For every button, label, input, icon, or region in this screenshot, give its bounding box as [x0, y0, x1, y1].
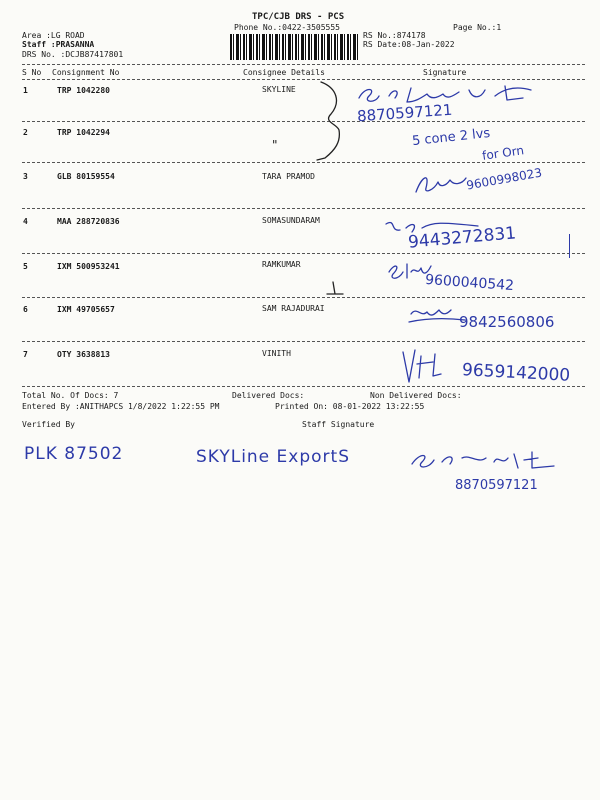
pen-stroke: [569, 234, 570, 258]
row-consignee: VINITH: [262, 349, 291, 358]
row-sno: 5: [23, 262, 28, 271]
row7-phone-handwritten: 9659142000: [461, 360, 571, 386]
row-sno: 3: [23, 172, 28, 181]
bracket-mark: [313, 80, 353, 165]
row-consignment: OTY 3638813: [57, 350, 110, 359]
row-consignee: SKYLINE: [262, 85, 296, 94]
row-sno: 2: [23, 128, 28, 137]
col-consignee: Consignee Details: [243, 68, 325, 77]
row-sno: 7: [23, 350, 28, 359]
row3-phone-handwritten: 9600998023: [465, 165, 543, 193]
divider: [22, 297, 585, 298]
row1-phone-handwritten: 8870597121: [356, 100, 453, 126]
row-consignment: GLB 80159554: [57, 172, 115, 181]
divider: [22, 386, 585, 387]
page-number: Page No.:1: [453, 23, 502, 32]
col-consignment: Consignment No: [52, 68, 120, 77]
phone-number: Phone No.:0422-3505555: [234, 23, 340, 32]
divider: [22, 79, 585, 80]
total-docs: Total No. Of Docs: 7: [22, 391, 119, 400]
barcode: [230, 34, 358, 60]
staff-signature: [408, 448, 558, 474]
row-consignee: RAMKUMAR: [262, 260, 301, 269]
tick-mark: [325, 280, 345, 300]
signature-row-6: [407, 304, 467, 324]
staff-signature-label: Staff Signature: [302, 420, 375, 429]
verified-by-handwritten: PLK 87502: [24, 444, 124, 464]
non-delivered-docs: Non Delivered Docs:: [370, 391, 462, 400]
row-consignee: SAM RAJADURAI: [262, 304, 325, 313]
col-signature: Signature: [423, 68, 467, 77]
row-consignment: IXM 500953241: [57, 262, 120, 271]
divider: [22, 121, 585, 122]
ditto-mark: ": [272, 138, 278, 152]
area-label: Area :LG ROAD: [22, 31, 85, 40]
divider: [22, 253, 585, 254]
row-sno: 1: [23, 86, 28, 95]
row-consignee: SOMASUNDARAM: [262, 216, 320, 225]
row-consignee: TARA PRAMOD: [262, 172, 315, 181]
row-consignment: TRP 1042294: [57, 128, 110, 137]
drs-number: DRS No. :DCJB87417801: [22, 50, 124, 59]
rs-date: RS Date:08-Jan-2022: [363, 40, 455, 49]
divider: [22, 208, 585, 209]
row-sno: 6: [23, 305, 28, 314]
row-consignment: MAA 288720836: [57, 217, 120, 226]
row4-phone-handwritten: 9443272831: [407, 223, 517, 253]
row-sno: 4: [23, 217, 28, 226]
entered-by: Entered By :ANITHAPCS 1/8/2022 1:22:55 PM: [22, 402, 220, 411]
staff-phone-handwritten: 8870597121: [455, 478, 538, 493]
row5-phone-handwritten: 9600040542: [424, 271, 515, 295]
divider: [22, 341, 585, 342]
row-consignment: TRP 1042280: [57, 86, 110, 95]
signature-row-7: [397, 346, 452, 386]
staff-label: Staff :PRASANNA: [22, 40, 95, 49]
document-title: TPC/CJB DRS - PCS: [252, 12, 345, 22]
rs-number: RS No.:874178: [363, 31, 426, 40]
divider: [22, 162, 585, 163]
row2-note-handwritten: 5 cone 2 lvs: [411, 125, 491, 150]
col-sno: S No: [22, 68, 42, 77]
row-consignment: IXM 49705657: [57, 305, 115, 314]
printed-on: Printed On: 08-01-2022 13:22:55: [275, 402, 425, 411]
row2-note-handwritten-2: for Orn: [481, 143, 525, 163]
divider: [22, 64, 585, 65]
delivered-docs: Delivered Docs:: [232, 391, 305, 400]
row6-phone-handwritten: 9842560806: [459, 313, 555, 331]
verified-by-label: Verified By: [22, 420, 75, 429]
company-handwritten: SKYLine ExportS: [196, 447, 350, 467]
signature-row-3: [410, 170, 470, 198]
